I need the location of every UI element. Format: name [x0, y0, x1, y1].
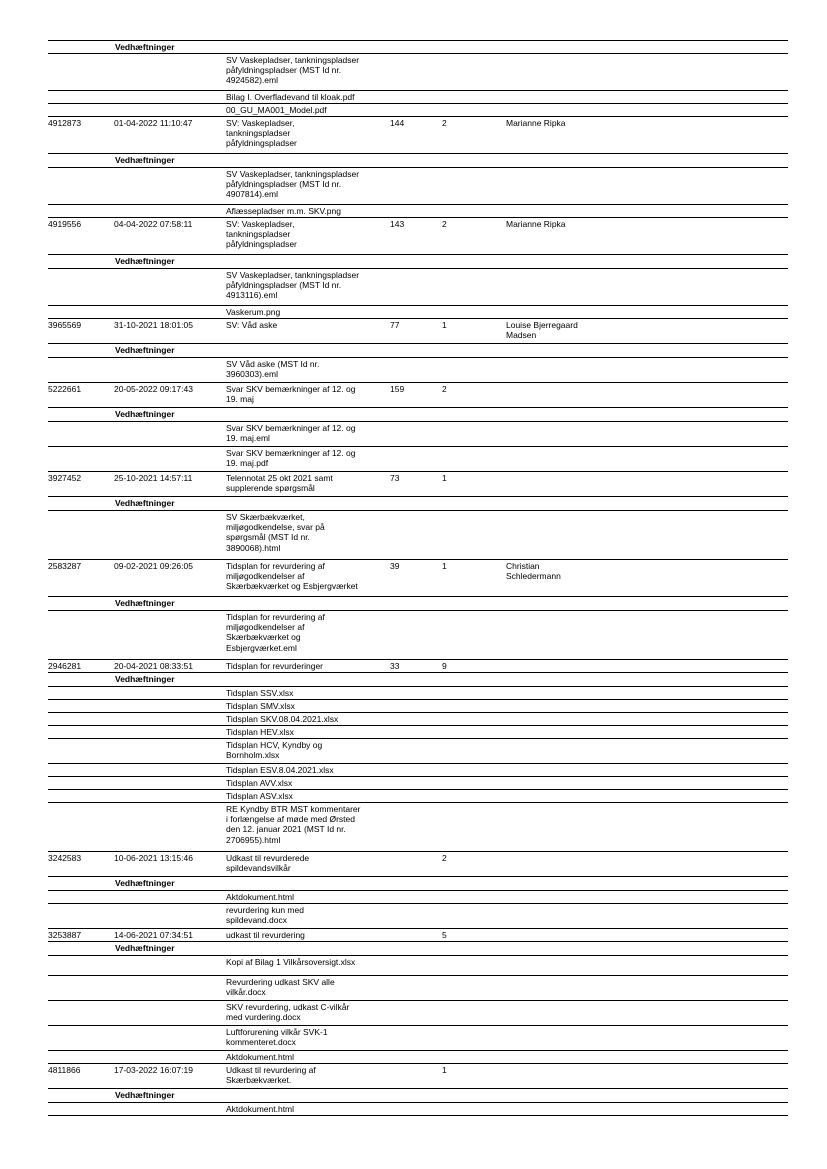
attachment-filename: Bilag I. Overfladevand til kloak.pdf — [226, 92, 355, 102]
attachment-row — [48, 1103, 788, 1116]
attachment-filename: SV Våd aske (MST Id nr. 3960303).eml — [226, 359, 320, 380]
record-pages: 143 — [390, 219, 405, 229]
attachment-filename: SV Skærbækværket, miljøgodkendelse, svar på spørgsmål (MST Id nr. 3890068).html — [226, 512, 325, 553]
attachments-label: Vedhæftninger — [115, 155, 175, 165]
record-title: SV: Vaskepladser, tankningspladser påfyldningspladser — [226, 219, 297, 250]
attachment-row — [48, 1051, 788, 1064]
record-title: SV: Våd aske — [226, 320, 278, 330]
record-row — [48, 560, 788, 597]
attachment-row — [48, 511, 788, 560]
attachment-row — [48, 91, 788, 104]
record-date: 17-03-2022 16:07:19 — [114, 1065, 193, 1075]
attachments-label: Vedhæftninger — [115, 498, 175, 508]
attachments-header-row — [48, 597, 788, 611]
attachment-row — [48, 168, 788, 205]
attachments-label: Vedhæftninger — [115, 674, 175, 684]
document-table — [48, 40, 788, 1116]
attachments-header-row — [48, 255, 788, 269]
attachment-filename: Tidsplan AVV.xlsx — [226, 778, 293, 788]
attachment-row — [48, 54, 788, 91]
attachment-filename: Tidsplan ESV.8.04.2021.xlsx — [226, 765, 334, 775]
attachment-row — [48, 1026, 788, 1051]
attachment-row — [48, 205, 788, 218]
attachments-header-row — [48, 877, 788, 891]
record-id: 3965569 — [48, 320, 82, 330]
record-attachment-count: 1 — [442, 1065, 447, 1075]
attachments-label: Vedhæftninger — [115, 598, 175, 608]
record-pages: 144 — [390, 118, 405, 128]
attachments-label: Vedhæftninger — [115, 256, 175, 266]
attachments-label: Vedhæftninger — [115, 345, 175, 355]
attachment-filename: Aktdokument.html — [226, 1104, 295, 1114]
record-id: 2946281 — [48, 661, 82, 671]
record-attachment-count: 2 — [442, 384, 447, 394]
record-row — [48, 472, 788, 497]
record-row — [48, 383, 788, 408]
attachment-row — [48, 358, 788, 383]
attachment-filename: Aktdokument.html — [226, 892, 295, 902]
record-id: 3253887 — [48, 930, 82, 940]
record-title: SV: Vaskepladser, tankningspladser påfyldningspladser — [226, 118, 297, 149]
record-row — [48, 929, 788, 942]
record-attachment-count: 1 — [442, 473, 447, 483]
attachments-header-row — [48, 942, 788, 956]
attachment-filename: RE Kyndby BTR MST kommentarer i forlængelse af møde med Ørsted den 12. januar 2021 (MST Id nr. 2706955).html — [226, 804, 361, 845]
attachments-header-row — [48, 497, 788, 511]
attachment-filename: revurdering kun med spildevand.docx — [226, 905, 304, 926]
attachment-row — [48, 790, 788, 803]
attachment-filename: Tidsplan ASV.xlsx — [226, 791, 293, 801]
attachment-filename: SKV revurdering, udkast C-vilkår med vurdering.docx — [226, 1002, 350, 1023]
attachment-filename: SV Vaskepladser, tankningspladser påfyldningspladser (MST Id nr. 4907814).eml — [226, 169, 360, 200]
record-attachment-count: 5 — [442, 930, 447, 940]
attachment-row — [48, 306, 788, 319]
attachments-header-row — [48, 40, 788, 54]
attachment-filename: Luftforurening vilkår SVK-1 kommenteret.docx — [226, 1027, 328, 1048]
attachment-filename: Tidsplan HCV, Kyndby og Bornholm.xlsx — [226, 740, 323, 761]
record-pages: 77 — [390, 320, 400, 330]
record-row — [48, 218, 788, 255]
record-row — [48, 660, 788, 673]
record-date: 04-04-2022 07:58:11 — [114, 219, 193, 229]
record-id: 3242583 — [48, 853, 82, 863]
attachments-label: Vedhæftninger — [115, 943, 175, 953]
attachment-filename: 00_GU_MA001_Model.pdf — [226, 105, 327, 115]
record-row — [48, 852, 788, 877]
attachment-filename: Svar SKV bemærkninger af 12. og 19. maj.pdf — [226, 448, 356, 469]
record-date: 20-04-2021 08:33:51 — [114, 661, 193, 671]
attachment-row — [48, 891, 788, 904]
record-title: Tidsplan for revurdering af miljøgodkendelser af Skærbækværket og Esbjergværket — [226, 561, 358, 592]
attachment-filename: Tidsplan HEV.xlsx — [226, 727, 294, 737]
record-owner: Marianne Ripka — [506, 118, 566, 128]
attachment-filename: SV Vaskepladser, tankningspladser påfyldningspladser (MST Id nr. 4913116).eml — [226, 270, 360, 301]
record-owner: Marianne Ripka — [506, 219, 566, 229]
attachment-row — [48, 447, 788, 472]
record-date: 14-06-2021 07:34:51 — [114, 930, 193, 940]
record-id: 4919556 — [48, 219, 82, 229]
record-attachment-count: 2 — [442, 118, 447, 128]
attachment-row — [48, 777, 788, 790]
record-id: 3927452 — [48, 473, 82, 483]
attachments-label: Vedhæftninger — [115, 409, 175, 419]
record-title: Telennotat 25 okt 2021 samt supplerende spørgsmål — [226, 473, 333, 494]
attachments-label: Vedhæftninger — [115, 878, 175, 888]
attachment-filename: Aktdokument.html — [226, 1052, 295, 1062]
attachment-row — [48, 726, 788, 739]
record-pages: 73 — [390, 473, 400, 483]
attachment-row — [48, 687, 788, 700]
attachment-row — [48, 956, 788, 976]
attachment-row — [48, 269, 788, 306]
record-title: Udkast til revurderede spildevandsvilkår — [226, 853, 310, 874]
record-title: Tidsplan for revurderinger — [226, 661, 324, 671]
record-attachment-count: 1 — [442, 561, 447, 571]
record-id: 5222661 — [48, 384, 82, 394]
attachments-label: Vedhæftninger — [115, 1090, 175, 1100]
attachments-header-row — [48, 1089, 788, 1103]
attachment-filename: Svar SKV bemærkninger af 12. og 19. maj.eml — [226, 423, 356, 444]
attachment-row — [48, 713, 788, 726]
attachment-filename: Tidsplan SSV.xlsx — [226, 688, 294, 698]
attachment-filename: Revurdering udkast SKV alle vilkår.docx — [226, 977, 335, 998]
record-attachment-count: 2 — [442, 853, 447, 863]
attachment-filename: Aflæssepladser m.m. SKV.png — [226, 206, 341, 216]
record-pages: 33 — [390, 661, 400, 671]
record-pages: 159 — [390, 384, 405, 394]
record-title: udkast til revurdering — [226, 930, 305, 940]
record-owner: Louise Bjerregaard Madsen — [506, 320, 578, 341]
attachment-filename: SV Vaskepladser, tankningspladser påfyldningspladser (MST Id nr. 4924582).eml — [226, 55, 360, 86]
record-row — [48, 117, 788, 154]
record-title: Svar SKV bemærkninger af 12. og 19. maj — [226, 384, 356, 405]
record-date: 20-05-2022 09:17:43 — [114, 384, 193, 394]
record-date: 31-10-2021 18:01:05 — [114, 320, 193, 330]
attachments-label: Vedhæftninger — [115, 42, 175, 52]
record-date: 01-04-2022 11:10:47 — [114, 118, 193, 128]
record-date: 10-06-2021 13:15:46 — [114, 853, 193, 863]
record-attachment-count: 2 — [442, 219, 447, 229]
attachment-filename: Vaskerum.png — [226, 307, 281, 317]
attachments-header-row — [48, 673, 788, 687]
attachment-row — [48, 104, 788, 117]
attachment-filename: Tidsplan SMV.xlsx — [226, 701, 295, 711]
record-row — [48, 319, 788, 344]
record-attachment-count: 9 — [442, 661, 447, 671]
record-pages: 39 — [390, 561, 400, 571]
record-id: 2583287 — [48, 561, 82, 571]
attachment-filename: Kopi af Bilag 1 Vilkårsoversigt.xlsx — [226, 957, 356, 967]
record-id: 4912873 — [48, 118, 82, 128]
attachment-row — [48, 700, 788, 713]
record-date: 25-10-2021 14:57:11 — [114, 473, 193, 483]
attachment-row — [48, 739, 788, 764]
attachments-header-row — [48, 408, 788, 422]
attachment-row — [48, 764, 788, 777]
attachments-header-row — [48, 154, 788, 168]
attachment-row — [48, 422, 788, 447]
record-row — [48, 1064, 788, 1089]
attachment-filename: Tidsplan SKV.08.04.2021.xlsx — [226, 714, 339, 724]
record-owner: Christian Schledermann — [506, 561, 561, 582]
record-id: 4811866 — [48, 1065, 81, 1075]
attachment-row — [48, 904, 788, 929]
record-attachment-count: 1 — [442, 320, 447, 330]
attachment-filename: Tidsplan for revurdering af miljøgodkendelser af Skærbækværket og Esbjergværket.eml — [226, 612, 325, 653]
record-date: 09-02-2021 09:26:05 — [114, 561, 193, 571]
attachment-row — [48, 611, 788, 660]
record-title: Udkast til revurdering af Skærbækværket. — [226, 1065, 316, 1086]
attachment-row — [48, 803, 788, 852]
attachment-row — [48, 1001, 788, 1026]
attachments-header-row — [48, 344, 788, 358]
attachment-row — [48, 976, 788, 1001]
